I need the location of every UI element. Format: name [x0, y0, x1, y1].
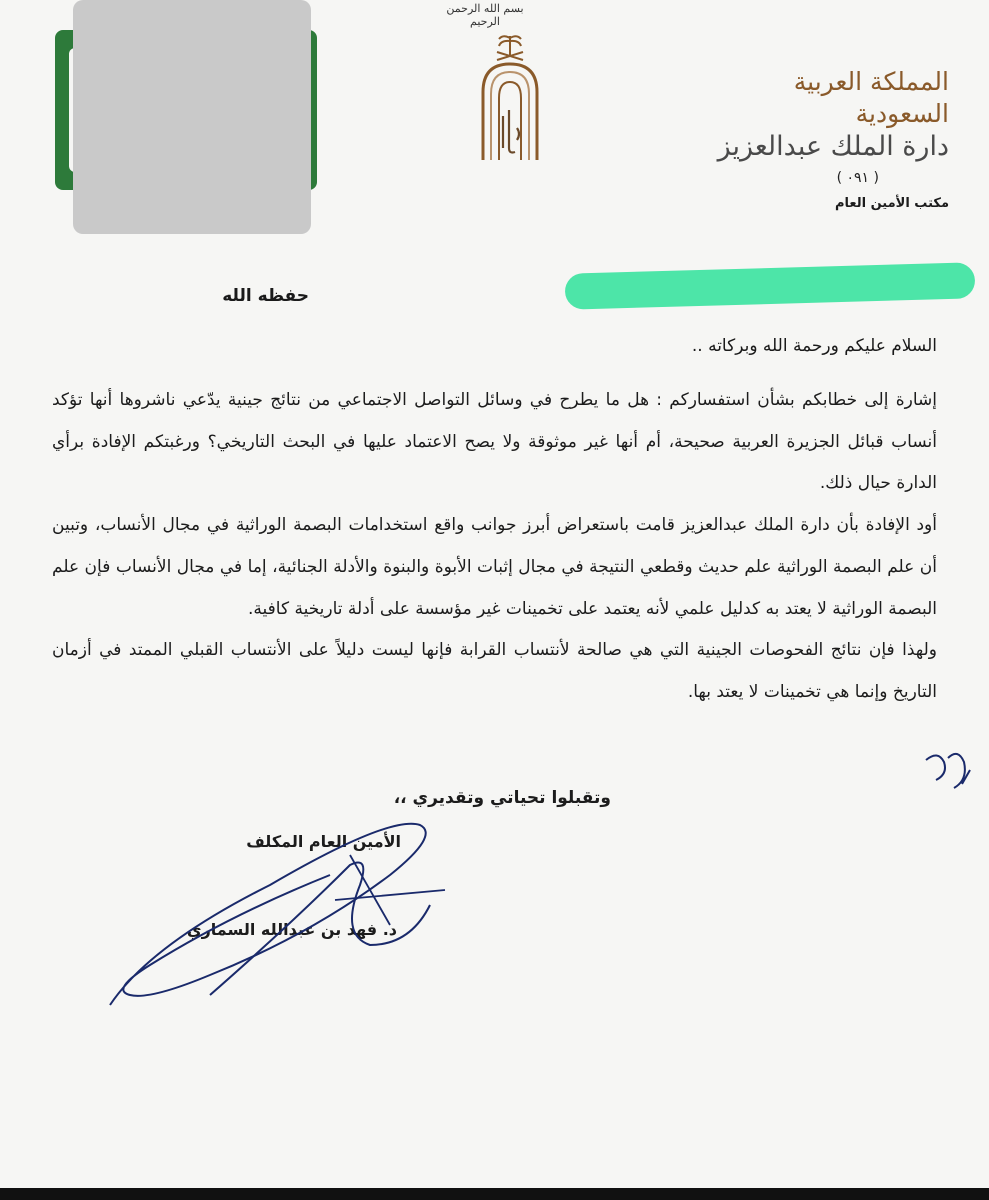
- darah-logo: [475, 30, 545, 165]
- signer-title: الأمين العام المكلف: [246, 832, 401, 851]
- office-code: ( ٠٩١ ): [836, 170, 879, 186]
- signer-name: د. فهد بن عبدالله السماري: [186, 920, 397, 939]
- institution-name: دارة الملك عبدالعزيز: [717, 131, 949, 162]
- greeting: السلام عليكم ورحمة الله وبركاته ..: [691, 336, 937, 356]
- paragraph-1: إشارة إلى خطابكم بشأن استفساركم : هل ما يطرح في وسائل التواصل الاجتماعي من نتائج جينية يدّعي ناشروها أنها تؤكد أنساب قبائل الجزيرة العربية صحيحة، أم أنها غير موثوقة ولا يصح الاعتماد عليها في البحث التاريخي؟ ورغبتكم الإفادة برأي الدارة حيال ذلك.: [52, 390, 937, 494]
- bismillah-text: بسم الله الرحمن الرحيم: [446, 2, 524, 28]
- handwritten-initials: [918, 740, 978, 800]
- redacted-area: [73, 0, 311, 234]
- closing-line: وتقبلوا تحياتي وتقديري ،،: [393, 788, 611, 808]
- bottom-edge: [0, 1188, 989, 1200]
- redacted-recipient: [565, 262, 976, 309]
- handwritten-signature: [90, 795, 470, 1025]
- paragraph-3: ولهذا فإن نتائج الفحوصات الجينية التي هي صالحة لأنتساب القرابة فإنها ليست دليلاً على الأنتساب القبلي الممتد في أزمان التاريخ وإنما هي تخمينات لا يعتد بها.: [52, 640, 937, 702]
- office-name: مكتب الأمين العام: [834, 196, 949, 211]
- kingdom-name: المملكة العربية السعودية: [793, 67, 949, 128]
- letter-body: [52, 380, 937, 714]
- salutation: حفظه الله: [222, 286, 309, 306]
- paragraph-2: أود الإفادة بأن دارة الملك عبدالعزيز قامت باستعراض أبرز جوانب واقع استخدامات البصمة الوراثية في مجال الأنساب، وتبين أن علم البصمة الوراثية علم حديث وقطعي النتيجة في مجال إثبات الأبوة والبنوة والأدلة الجنائية، إما في مجال الأنساب فإن علم البصمة الوراثية لا يعتد به كدليل علمي لأنه يعتمد على تخمينات غير مؤسسة على أدلة تاريخية كافية.: [52, 515, 937, 619]
- letterhead: [699, 66, 949, 211]
